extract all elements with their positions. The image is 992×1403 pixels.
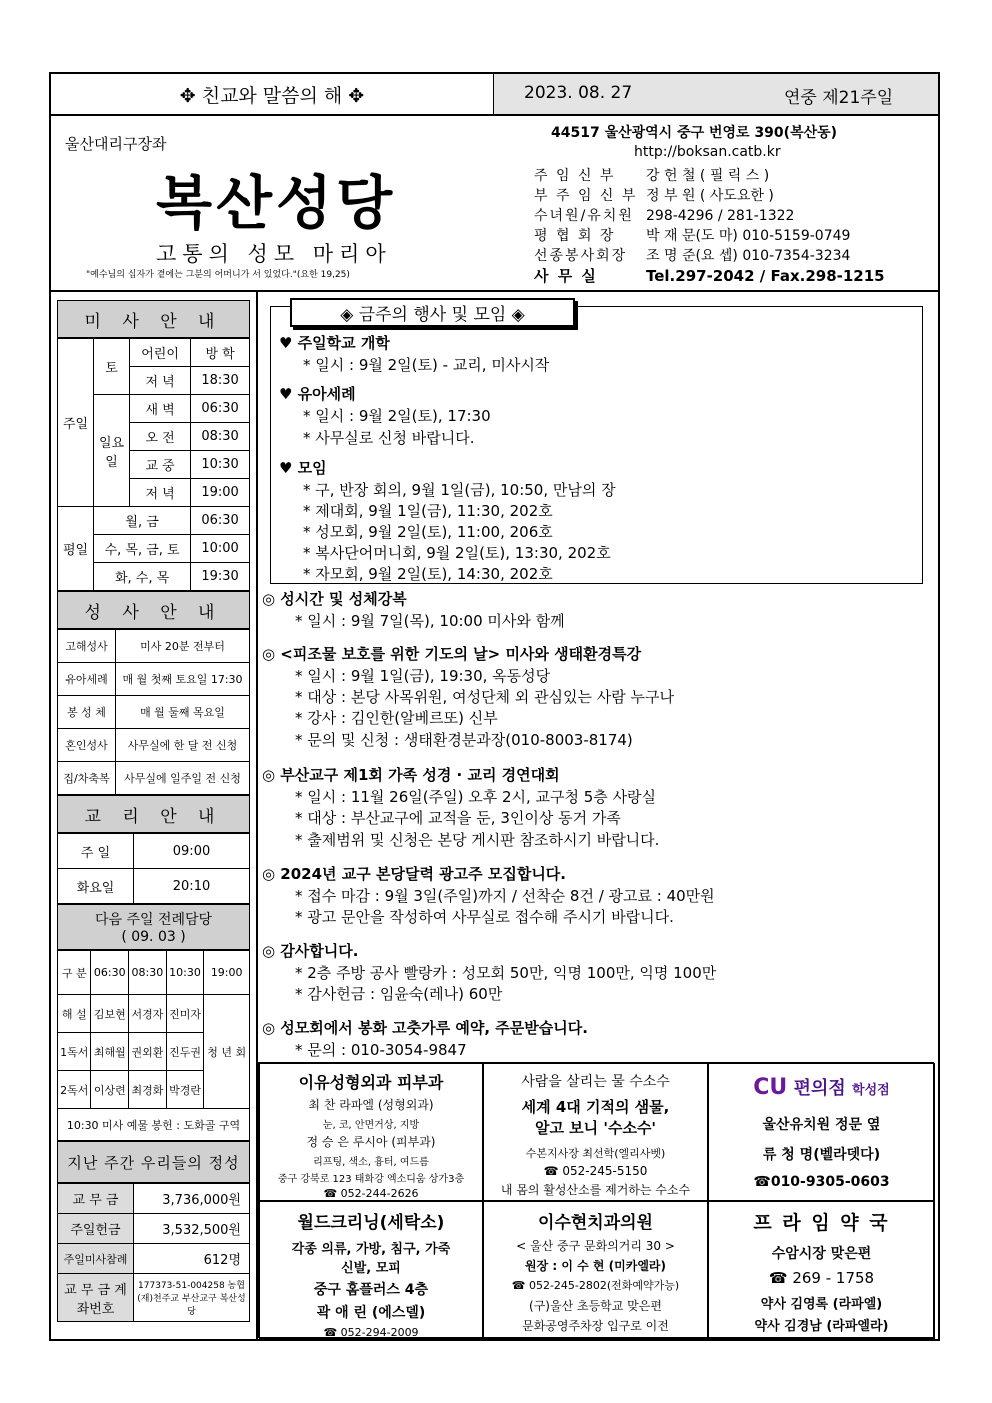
table-cell: 612명: [134, 1244, 250, 1274]
table-cell: 20:10: [134, 869, 250, 904]
table-cell: 08:30: [129, 951, 167, 995]
church-name: 복산성당: [156, 169, 397, 237]
text-label: 프 라 임 약 국: [753, 1212, 890, 1234]
event-line: * 사무실로 신청 바랍니다.: [303, 429, 475, 447]
notice-item: * 접수 마감 : 9월 3일(주일)까지 / 선착순 8건 / 광고료 : 40만원: [295, 887, 715, 905]
text-label: ☎ 269 - 1758: [768, 1269, 875, 1287]
sacrament-title: 성 사 안 내: [57, 591, 250, 629]
staff-row: [534, 245, 850, 265]
text-label: 주 임 신 부: [534, 168, 616, 184]
table-cell: 교 중: [130, 451, 191, 479]
church-address: 44517 울산광역시 중구 번영로 390(복산동): [551, 125, 838, 141]
text-label: 리프팅, 색소, 흉터, 여드름: [313, 1157, 429, 1168]
text-label: 사람을 살리는 물 수소수: [521, 1074, 670, 1090]
table-cell: 화요일: [58, 869, 134, 904]
text-label: 수암시장 맞은편: [771, 1246, 872, 1262]
table-cell: 진두권: [166, 1033, 204, 1071]
ad-dental: [483, 1201, 708, 1339]
table-cell: 진미자: [166, 995, 204, 1033]
text-label: 다음 주일 전례담당: [94, 912, 213, 928]
table-cell: 09:00: [134, 834, 250, 869]
table-cell: 19:00: [191, 479, 250, 507]
table-cell: 이상련: [91, 1071, 129, 1109]
text-label: ☎ 052-244-2626: [323, 1187, 419, 1200]
table-cell: 18:30: [191, 367, 250, 395]
catechism-table: [57, 833, 250, 904]
mass-schedule-table: [57, 338, 250, 591]
text-label: (구)울산 초등학교 맞은편: [529, 1299, 662, 1313]
table-cell: 화, 수, 목: [94, 563, 191, 591]
table-cell: 월, 금: [94, 507, 191, 535]
text-label: 편의점: [793, 1078, 846, 1099]
year-theme: ✥ 친교와 말씀의 해 ✥: [179, 84, 365, 107]
text-label: 월드크리닝(세탁소): [297, 1213, 445, 1233]
ad-clinic: [259, 1063, 483, 1201]
staff-row: [534, 205, 794, 225]
table-cell: 구 분: [58, 951, 91, 995]
table-cell: 저 녁: [130, 367, 191, 395]
table-cell: 유아세례: [58, 663, 116, 696]
weekday-label: 평일: [58, 507, 94, 591]
ad-pharmacy: [708, 1201, 935, 1339]
notice-item: * 강사 : 김인한(알베르또) 신부: [295, 709, 498, 727]
table-cell: 오 전: [130, 423, 191, 451]
text-label: 박 재 문(도 마) 010-5159-0749: [646, 228, 851, 244]
notice-title: ◎ 부산교구 제1회 가족 성경 · 교리 경연대회: [262, 766, 560, 784]
header-bar: [51, 74, 938, 116]
text-label: 조 명 준(요 셉) 010-7354-3234: [646, 248, 851, 264]
sunday-label: 주일: [58, 339, 94, 507]
text-label: 세계 4대 기적의 샘물,: [521, 1098, 670, 1116]
sacrament-table: [57, 629, 250, 795]
notice-title: ◎ 2024년 교구 본당달력 광고주 모집합니다.: [262, 865, 566, 883]
event-line: * 자모회, 9월 2일(토), 14:30, 202호: [303, 565, 553, 583]
liturgy-note: 10:30 미사 예물 봉헌 : 도화골 구역: [58, 1109, 250, 1141]
ad-hydrogen-water: [483, 1063, 708, 1201]
event-line: * 일시 : 9월 2일(토) - 교리, 미사시작: [303, 356, 550, 374]
table-cell: 주일미사참례: [58, 1244, 134, 1274]
liturgy-table: [57, 950, 250, 1141]
offering-table: [57, 1183, 250, 1322]
text-label: 정 승 은 루시아 (피부과): [306, 1135, 436, 1149]
event-line: * 구, 반장 회의, 9월 1일(금), 10:50, 만남의 장: [303, 481, 616, 499]
masthead: [51, 116, 938, 292]
staff-row: [534, 165, 769, 185]
diocese-label: 울산대리구장좌: [65, 135, 167, 153]
table-cell: 혼인성사: [58, 729, 116, 762]
table-cell: 봉 성 체: [58, 696, 116, 729]
offering-title: 지난 주간 우리들의 정성: [57, 1141, 250, 1183]
staff-row: [534, 225, 850, 245]
table-cell: 토: [94, 339, 130, 395]
text-label: 학성점: [852, 1083, 890, 1098]
text-label: [709, 1074, 934, 1100]
text-label: 선종봉사회장: [534, 248, 628, 264]
table-cell: 06:30: [191, 507, 250, 535]
text-label: Tel.297-2042 / Fax.298-1215: [646, 267, 885, 285]
text-label: 곽 애 린 (에스델): [316, 1305, 426, 1321]
table-cell: 매 월 첫째 토요일 17:30: [116, 663, 250, 696]
text-label: 신발, 모피: [341, 1261, 401, 1276]
event-line: * 성모회, 9월 2일(토), 11:00, 206호: [303, 523, 553, 541]
catechism-title: 교 리 안 내: [57, 795, 250, 833]
event-line: ♥ 유아세례: [279, 385, 356, 403]
text-label: ☎ 052-245-5150: [543, 1164, 648, 1178]
ad-laundry: [259, 1201, 483, 1339]
text-label: ( 09. 03 ): [121, 929, 186, 945]
text-label: 사 무 실: [534, 267, 598, 285]
event-line: ♥ 주일학교 개학: [279, 334, 390, 352]
notice-title: ◎ 성모회에서 봉화 고춧가루 예약, 주문받습니다.: [262, 1019, 588, 1037]
table-cell: 10:30: [166, 951, 204, 995]
notice-item: * 문의 : 010-3054-9847: [295, 1041, 467, 1059]
table-cell: 1독서: [58, 1033, 91, 1071]
table-cell: 주 일: [58, 834, 134, 869]
issue-date: 2023. 08. 27: [524, 83, 633, 103]
text-label: 알고 보니 '수소수': [534, 1119, 657, 1137]
table-cell: 새 벽: [130, 395, 191, 423]
text-label: 수녀원/유치원: [534, 208, 634, 224]
table-cell: 권외환: [129, 1033, 167, 1071]
table-cell: 어린이: [130, 339, 191, 367]
events-title: ◈ 금주의 행사 및 모임 ◈: [290, 298, 575, 327]
text-label: 부 주 임 신 부: [534, 188, 638, 204]
text-label: 강 헌 철 ( 필 릭 스 ): [646, 168, 770, 184]
text-label: 약사 김영록 (라파엘): [760, 1297, 883, 1312]
table-cell: 최해월: [91, 1033, 129, 1071]
table-cell: 미사 20분 전부터: [116, 630, 250, 663]
patron-saint: 고통의 성모 마리아: [156, 242, 392, 266]
table-cell: 주일헌금: [58, 1214, 134, 1244]
table-cell: 수, 목, 금, 토: [94, 535, 191, 563]
ads-area: [258, 1062, 934, 1338]
text-label: 눈, 코, 안면거상, 지방: [322, 1120, 420, 1131]
notice-item: * 일시 : 9월 7일(목), 10:00 미사와 함께: [295, 612, 565, 630]
text-label: 이유성형외과 피부과: [298, 1073, 444, 1092]
liturgy-title: [57, 904, 250, 950]
table-cell: 3,736,000원: [134, 1184, 250, 1214]
table-cell: 매 월 둘째 목요일: [116, 696, 250, 729]
text-label: ☎010-9305-0603: [753, 1174, 890, 1190]
text-label: 울산유치원 정문 옆: [762, 1117, 881, 1133]
table-cell: 저 녁: [130, 479, 191, 507]
table-cell: 교 무 금 계좌번호: [58, 1274, 134, 1322]
table-cell: 일요일: [94, 395, 130, 507]
notice-item: * 대상 : 본당 사목위원, 여성단체 외 관심있는 사람 누구나: [295, 688, 675, 706]
cu-logo: CU: [753, 1075, 788, 1100]
table-cell: 집/차축복: [58, 762, 116, 795]
text-label: 문화공영주차장 입구로 이전: [522, 1319, 669, 1333]
mass-schedule-title: 미 사 안 내: [57, 300, 250, 338]
notice-item: * 광고 문안을 작성하여 사무실로 접수해 주시기 바랍니다.: [295, 908, 674, 926]
table-cell: 177373-51-004258 농협 (재)천주교 부산교구 복산성당: [134, 1274, 250, 1322]
text-label: 류 청 명(벨라뎃다): [762, 1147, 881, 1163]
liturgical-week: 연중 제21주일: [784, 88, 894, 108]
left-column: [57, 300, 250, 1322]
text-label: 수본지사장 최선학(엘리사벳): [525, 1147, 666, 1160]
table-cell: 사무실에 일주일 전 신청: [116, 762, 250, 795]
table-cell: 10:30: [191, 451, 250, 479]
table-cell: 19:00: [204, 951, 250, 995]
text-label: 최 찬 라파엘 (성형외과): [308, 1098, 434, 1112]
table-cell: 08:30: [191, 423, 250, 451]
text-label: 중구 강북로 123 태화강 엑소디움 상가3층: [277, 1174, 465, 1185]
table-cell: 19:30: [191, 563, 250, 591]
table-cell: 3,532,500원: [134, 1214, 250, 1244]
date-box: [493, 74, 938, 114]
notice-item: * 대상 : 부산교구에 교적을 둔, 3인이상 동거 가족: [295, 809, 621, 827]
table-cell: 2독서: [58, 1071, 91, 1109]
text-label: 정 부 원 ( 사도요한 ): [646, 188, 774, 204]
text-label: 내 몸의 활성산소를 제거하는 수소수: [500, 1183, 691, 1197]
text-label: 각종 의류, 가방, 침구, 가죽: [291, 1242, 451, 1257]
notice-item: * 일시 : 11월 26일(주일) 오후 2시, 교구청 5층 사랑실: [295, 788, 657, 806]
table-cell: 고해성사: [58, 630, 116, 663]
text-label: 원장 : 이 수 현 (미카엘라): [525, 1259, 666, 1273]
table-cell: 방 학: [191, 339, 250, 367]
table-cell: 10:00: [191, 535, 250, 563]
table-cell: 06:30: [91, 951, 129, 995]
staff-row: [534, 185, 774, 205]
ad-convenience-store: [708, 1063, 935, 1201]
table-cell: 김보현: [91, 995, 129, 1033]
text-label: < 울산 중구 문화의거리 30 >: [516, 1239, 675, 1253]
table-cell: 교 무 금: [58, 1184, 134, 1214]
table-cell: 박경란: [166, 1071, 204, 1109]
office-contact: [534, 265, 885, 286]
table-cell: 최경화: [129, 1071, 167, 1109]
notice-item: * 일시 : 9월 1일(금), 19:30, 옥동성당: [295, 667, 551, 685]
event-line: * 일시 : 9월 2일(토), 17:30: [303, 407, 491, 425]
text-label: 평 협 회 장: [534, 228, 616, 244]
table-cell: 청 년 회: [204, 995, 250, 1109]
notice-item: * 2층 주방 공사 빨랑카 : 성모회 50만, 익명 100만, 익명 100만: [295, 964, 717, 982]
patron-quote: "예수님의 십자가 곁에는 그분의 어머니가 서 있었다."(요한 19,25): [86, 270, 350, 280]
church-url[interactable]: http://boksan.catb.kr: [634, 144, 781, 160]
text-label: 298-4296 / 281-1322: [646, 208, 795, 224]
notice-item: * 문의 및 신청 : 생태환경분과장(010-8003-8174): [295, 731, 633, 749]
text-label: ☎ 052-294-2009: [323, 1326, 419, 1339]
notice-title: ◎ 감사합니다.: [262, 942, 359, 960]
notice-item: * 출제범위 및 신청은 본당 게시판 참조하시기 바랍니다.: [295, 831, 660, 849]
table-cell: 사무실에 한 달 전 신청: [116, 729, 250, 762]
notice-item: * 감사헌금 : 임윤숙(레나) 60만: [295, 985, 503, 1003]
notice-title: ◎ 성시간 및 성체강복: [262, 590, 407, 608]
text-label: 약사 김경남 (라파엘라): [754, 1319, 889, 1334]
table-cell: 해 설: [58, 995, 91, 1033]
text-label: ☎ 052-245-2802(전화예약가능): [511, 1279, 680, 1292]
notice-title: ◎ <피조물 보호를 위한 기도의 날> 미사와 생태환경특강: [262, 645, 642, 663]
table-cell: 06:30: [191, 395, 250, 423]
table-cell: 서경자: [129, 995, 167, 1033]
text-label: 중구 홈플러스 4층: [313, 1282, 429, 1298]
event-line: * 제대회, 9월 1일(금), 11:30, 202호: [303, 502, 553, 520]
text-label: 이수현치과의원: [538, 1213, 653, 1233]
event-line: ♥ 모임: [279, 459, 327, 477]
event-line: * 복사단어머니회, 9월 2일(토), 13:30, 202호: [303, 544, 611, 562]
